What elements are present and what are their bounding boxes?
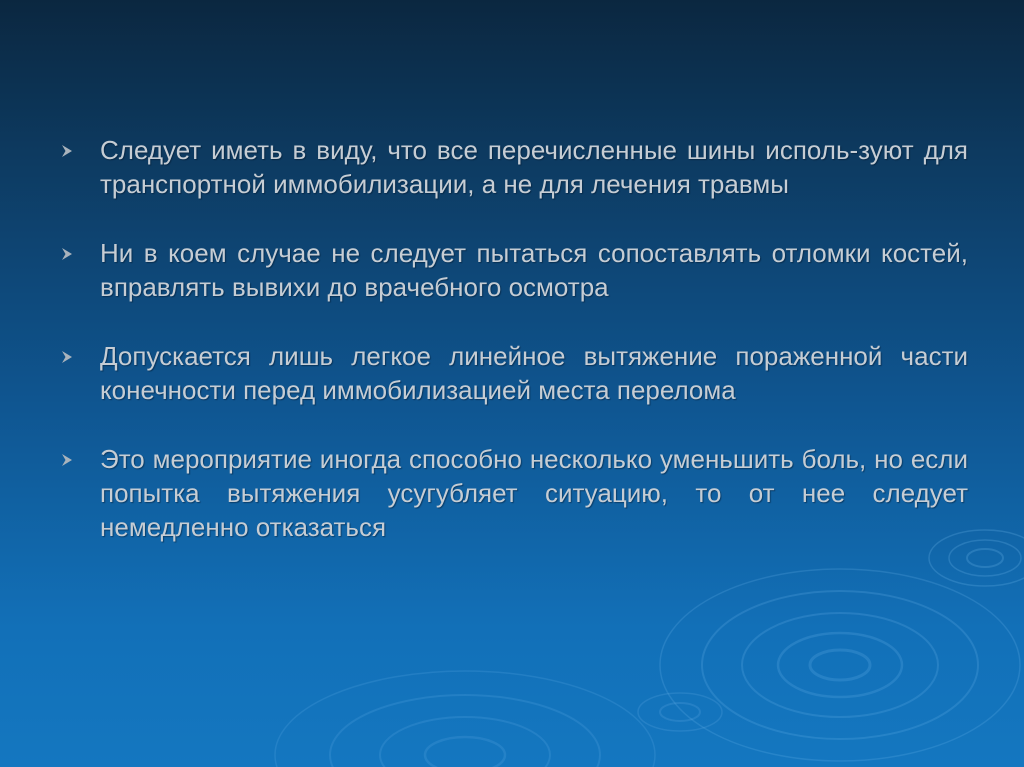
bullet-item	[58, 339, 968, 407]
bullet-text: Допускается лишь легкое линейное вытяжение пораженной части конечности перед иммобилизацией места перелома	[100, 341, 968, 405]
bullet-text: Ни в коем случае не следует пытаться сопоставлять отломки костей, вправлять вывихи до врачебного осмотра	[100, 238, 968, 302]
arrowhead-bullet-icon	[60, 350, 74, 364]
arrowhead-bullet-icon	[60, 144, 74, 158]
bullet-item	[58, 236, 968, 304]
bullet-list	[58, 133, 968, 579]
bullet-text: Это мероприятие иногда способно несколько уменьшить боль, но если попытка вытяжения усугубляет ситуацию, то от нее следует немедленно отказаться	[100, 444, 968, 542]
bullet-item	[58, 442, 968, 544]
ripple-large-right	[660, 569, 1020, 761]
ripple-bottom-center	[275, 671, 655, 767]
bullet-item	[58, 133, 968, 201]
arrowhead-bullet-icon	[60, 247, 74, 261]
arrowhead-bullet-icon	[60, 453, 74, 467]
ripple-small-bottom-right	[638, 693, 722, 731]
bullet-text: Следует иметь в виду, что все перечисленные шины исполь-зуют для транспортной иммобилизации, а не для лечения травмы	[100, 135, 968, 199]
